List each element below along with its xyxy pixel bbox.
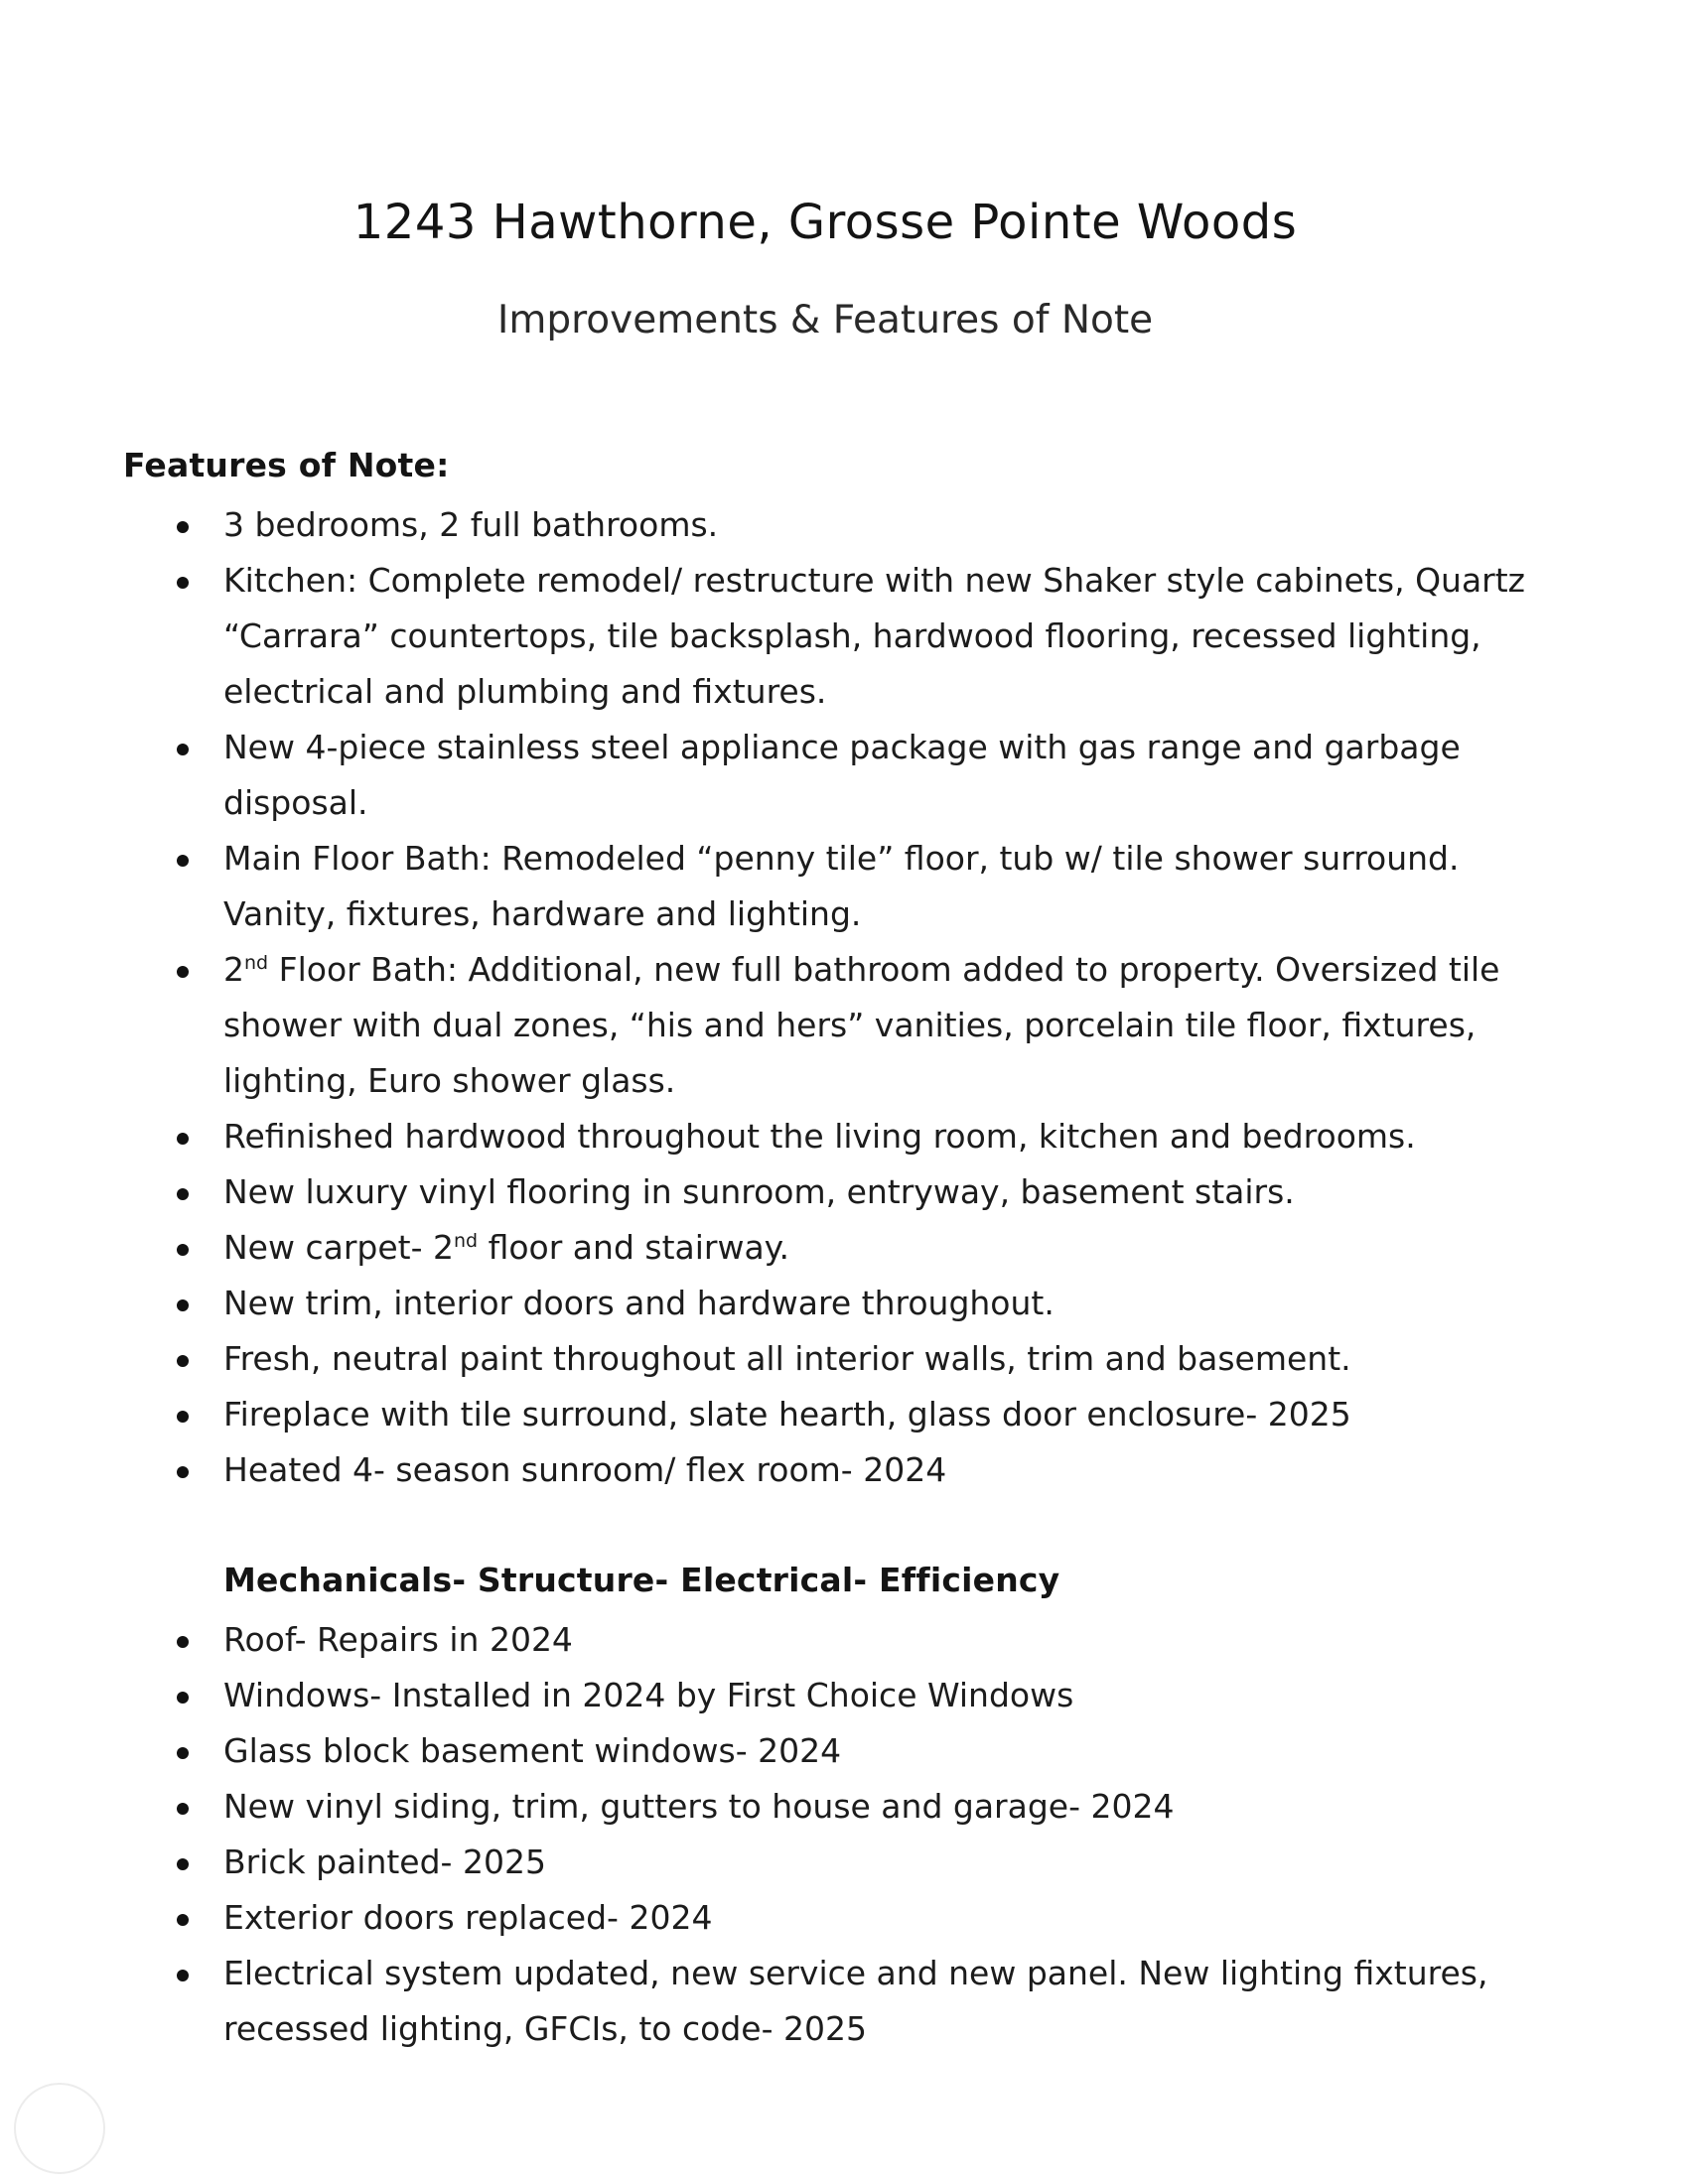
- list-item-text-body: Windows- Installed in 2024 by First Choice Windows: [223, 1676, 1074, 1714]
- bullet-icon: [177, 1970, 189, 1981]
- list-item: [0, 1276, 1688, 1331]
- list-item: [0, 942, 1688, 1109]
- list-item-text-body: Fireplace with tile surround, slate hearth, glass door enclosure- 2025: [223, 1395, 1351, 1433]
- ordinal-suffix: nd: [244, 952, 269, 974]
- list-item-text: [223, 1676, 1073, 1714]
- ordinal-suffix: nd: [453, 1230, 479, 1252]
- list-item-text: [223, 950, 1499, 1100]
- list-item-text: [223, 1395, 1351, 1433]
- list-item-text: [223, 1339, 1351, 1378]
- list-item-text-body: Brick painted- 2025: [223, 1843, 546, 1881]
- list-item: [0, 1164, 1688, 1220]
- list-item-text: [223, 1284, 1055, 1322]
- list-item-text: [223, 561, 1525, 711]
- bullet-icon: [177, 577, 189, 589]
- list-item-text-body: Kitchen: Complete remodel/ restructure with new Shaker style cabinets, Quartz “Carrara” countertops, tile backsplash, hardwood flooring, recessed lighting, electrical and plumbing and fixtures.: [223, 561, 1526, 711]
- list-item-text-body: New luxury vinyl flooring in sunroom, entryway, basement stairs.: [223, 1172, 1295, 1211]
- list-item-text: [223, 1787, 1174, 1826]
- list-item-text: [223, 1172, 1295, 1211]
- list-item: [0, 1109, 1688, 1164]
- mechanicals-list: [0, 1612, 1688, 2057]
- list-item-text-body: Exterior doors replaced- 2024: [223, 1898, 713, 1937]
- features-list: [0, 497, 1688, 1498]
- bullet-icon: [177, 1355, 189, 1367]
- list-item-text: [223, 1450, 946, 1489]
- list-item: [0, 1220, 1688, 1276]
- list-item-text-body: New vinyl siding, trim, gutters to house and garage- 2024: [223, 1787, 1175, 1826]
- list-item: [0, 831, 1688, 942]
- mechanicals-heading: Mechanicals- Structure- Electrical- Efficiency: [223, 1561, 1060, 1599]
- bullet-icon: [177, 1466, 189, 1478]
- bullet-icon: [177, 1133, 189, 1145]
- bullet-icon: [177, 855, 189, 867]
- list-item: [0, 1612, 1688, 1668]
- list-item-text: [223, 1954, 1487, 2048]
- page-title: 1243 Hawthorne, Grosse Pointe Woods: [352, 195, 1298, 250]
- list-item: [0, 1668, 1688, 1723]
- list-item-text: [223, 1898, 712, 1937]
- list-item: [0, 1779, 1688, 1835]
- list-item: [0, 1331, 1688, 1387]
- list-item-text: [223, 505, 718, 544]
- list-item-text-body: New 4-piece stainless steel appliance package with gas range and garbage disposal.: [223, 728, 1461, 822]
- list-item-text-body: Roof- Repairs in 2024: [223, 1620, 573, 1659]
- list-item-text-prefix: New carpet- 2: [223, 1228, 454, 1267]
- bullet-icon: [177, 1747, 189, 1759]
- bullet-icon: [177, 966, 189, 978]
- bullet-icon: [177, 1299, 189, 1311]
- list-item-text: [223, 839, 1460, 933]
- list-item: [0, 1723, 1688, 1779]
- list-item: [0, 497, 1688, 553]
- list-item-text-prefix: 2: [223, 950, 244, 989]
- bullet-icon: [177, 521, 189, 533]
- bullet-icon: [177, 1803, 189, 1815]
- bullet-icon: [177, 1914, 189, 1926]
- bullet-icon: [177, 1244, 189, 1256]
- list-item-text: [223, 728, 1461, 822]
- bullet-icon: [177, 1858, 189, 1870]
- list-item: [0, 1835, 1688, 1890]
- list-item-text: [223, 1228, 789, 1267]
- features-heading: Features of Note:: [123, 446, 450, 484]
- list-item-text-body: Electrical system updated, new service and new panel. New lighting fixtures, recessed lighting, GFCIs, to code- 2025: [223, 1954, 1488, 2048]
- list-item-text: [223, 1843, 546, 1881]
- list-item-text: [223, 1620, 573, 1659]
- list-item-text-body: Glass block basement windows- 2024: [223, 1731, 842, 1770]
- list-item: [0, 1442, 1688, 1498]
- page-subtitle: Improvements & Features of Note: [496, 298, 1154, 342]
- bullet-icon: [177, 1188, 189, 1200]
- list-item-text-body: Main Floor Bath: Remodeled “penny tile” floor, tub w/ tile shower surround. Vanity, fixtures, hardware and lighting.: [223, 839, 1460, 933]
- list-item-text-body: floor and stairway.: [478, 1228, 789, 1267]
- list-item: [0, 1890, 1688, 1946]
- list-item-text-body: Fresh, neutral paint throughout all interior walls, trim and basement.: [223, 1339, 1351, 1378]
- list-item-text-body: Heated 4- season sunroom/ flex room- 2024: [223, 1450, 947, 1489]
- bullet-icon: [177, 744, 189, 755]
- list-item-text-body: Floor Bath: Additional, new full bathroom added to property. Oversized tile shower with dual zones, “his and hers” vanities, porcelain tile floor, fixtures, lighting, Euro shower glass.: [223, 950, 1500, 1100]
- list-item-text-body: 3 bedrooms, 2 full bathrooms.: [223, 505, 719, 544]
- list-item-text: [223, 1117, 1416, 1156]
- bullet-icon: [177, 1411, 189, 1423]
- list-item: [0, 553, 1688, 720]
- watermark-logo: [14, 2083, 105, 2174]
- list-item-text-body: Refinished hardwood throughout the living room, kitchen and bedrooms.: [223, 1117, 1416, 1156]
- list-item: [0, 1946, 1688, 2057]
- bullet-icon: [177, 1692, 189, 1704]
- list-item: [0, 720, 1688, 831]
- list-item-text-body: New trim, interior doors and hardware throughout.: [223, 1284, 1055, 1322]
- list-item: [0, 1387, 1688, 1442]
- bullet-icon: [177, 1636, 189, 1648]
- list-item-text: [223, 1731, 841, 1770]
